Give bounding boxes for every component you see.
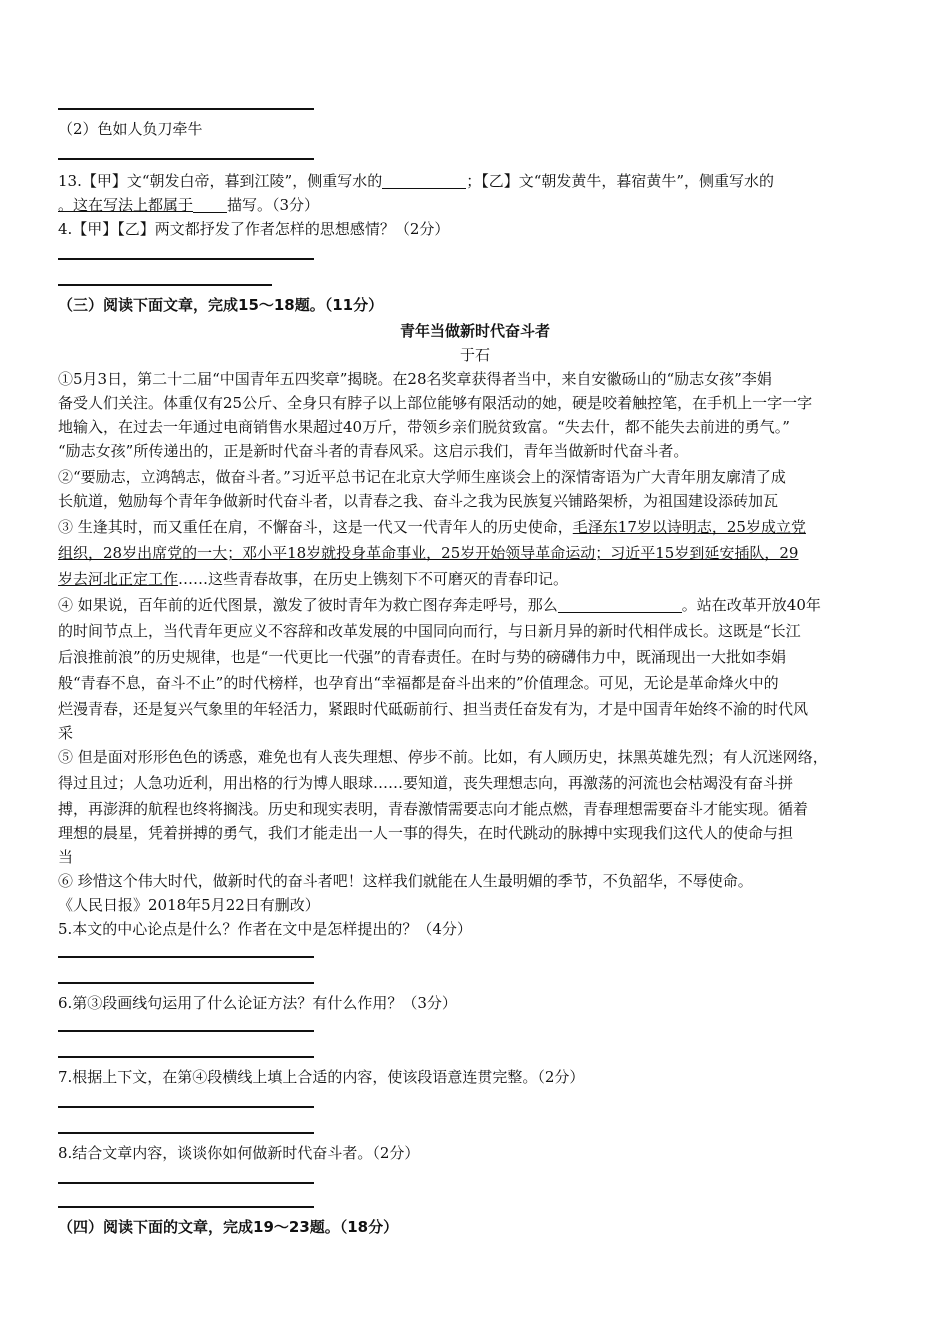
answer-line (58, 1030, 314, 1032)
paragraph-4-line: 般“青春不息，奋斗不止”的时代榜样，也孕育出“幸福都是奋斗出来的”价值理念。可见，无论是革命烽火中的 (58, 674, 779, 692)
paragraph-4-line: 烂漫青春，还是复兴气象里的年轻活力，紧跟时代砥砺前行、担当责任奋发有为，才是中国青年始终不渝的时代风 (58, 700, 809, 718)
article-author: 于石 (459, 346, 490, 364)
q13-text-1: 13.【甲】文“朝发白帝，暮到江陵”，侧重写水的 (58, 172, 383, 190)
paragraph-2-line: ②“要励志，立鸿鹄志，做奋斗者。”习近平总书记在北京大学师生座谈会上的深情寄语为广大青年朋友廓清了成 (58, 468, 786, 486)
question-13 (58, 170, 898, 192)
paragraph-2-line: 长航道，勉励每个青年争做新时代奋斗者，以青春之我、奋斗之我为民族复兴铺路架桥，为祖国建设添砖加瓦 (58, 492, 779, 510)
p3-plain: ③ 生逢其时，而又重任在肩，不懈奋斗，这是一代又一代青年人的历史使命， (58, 518, 573, 536)
p4-text: ④ 如果说，百年前的近代图景，激发了彼时青年为救亡图存奔走呼号，那么 (58, 596, 558, 614)
answer-line (58, 284, 272, 286)
paragraph-5-line: 搏，再澎湃的航程也终将搁浅。历史和现实表明，青春激情需要志向才能点燃，青春理想需要奋斗才能实现。循着 (58, 800, 809, 818)
question-7: 7.根据上下文，在第④段横线上填上合适的内容，使该段语意连贯完整。（2分） (58, 1068, 585, 1086)
paragraph-1-line: ①5月3日，第二十二届“中国青年五四奖章”揭晓。在28名奖章获得者当中，来自安徽砀山的“励志女孩”李娟 (58, 370, 772, 388)
paragraph-3-line (58, 516, 898, 538)
p3-underlined: 毛泽东17岁以诗明志，25岁成立党 (572, 518, 806, 536)
question-5: 5.本文的中心论点是什么？作者在文中是怎样提出的？（4分） (58, 920, 472, 938)
paragraph-6: ⑥ 珍惜这个伟大时代，做新时代的奋斗者吧！这样我们就能在人生最明媚的季节，不负韶华，不辱使命。 (58, 872, 753, 890)
paragraph-1-line: 备受人们关注。体重仅有25公斤、全身只有脖子以上部位能够有限活动的她，硬是咬着触控笔，在手机上一字一字 (58, 394, 813, 412)
paragraph-5-line: ⑤ 但是面对形形色色的诱惑，难免也有人丧失理想、停步不前。比如，有人顾历史，抹黑英雄先烈；有人沉迷网络， (58, 748, 828, 766)
q13-text-4: 描写。（3分） (227, 196, 320, 214)
section-4-heading: （四）阅读下面的文章，完成19～23题。（18分） (58, 1218, 399, 1236)
answer-line (58, 982, 314, 984)
answer-line (58, 1206, 314, 1208)
paragraph-4-line: 后浪推前浪”的历史规律，也是“一代更比一代强”的青春责任。在时与势的磅礴伟力中，既涌现出一大批如李娟 (58, 648, 787, 666)
article-source: 《人民日报》2018年5月22日有删改） (58, 896, 320, 914)
article-title: 青年当做新时代奋斗者 (399, 322, 550, 340)
answer-line (58, 1106, 314, 1108)
paragraph-5-line: 得过且过；人急功近利，用出格的行为博人眼球……要知道，丧失理想志向，再激荡的河流也会枯竭没有奋斗拼 (58, 774, 794, 792)
question-4: 4.【甲】【乙】两文都抒发了作者怎样的思想感情？（2分） (58, 220, 450, 238)
paragraph-5-line: 理想的晨星，凭着拼搏的勇气，我们才能走出一人一事的得失，在时代跳动的脉搏中实现我们这代人的使命与担 (58, 824, 794, 842)
fill-blank (382, 172, 466, 189)
answer-line (58, 158, 314, 160)
question-13-cont (58, 194, 898, 216)
fill-blank (558, 596, 682, 613)
section-3-heading: （三）阅读下面文章，完成15～18题。（11分） (58, 296, 384, 314)
fill-blank (193, 196, 227, 213)
answer-line (58, 956, 314, 958)
paragraph-1-line: “励志女孩”所传递出的，正是新时代奋斗者的青春风采。这启示我们，青年当做新时代奋斗者。 (58, 442, 689, 460)
paragraph-3-underlined-line: 组织，28岁出席党的一大；邓小平18岁就投身革命事业，25岁开始领导革命运动；习近平15岁到延安插队，29 (58, 544, 799, 562)
paragraph-3-line (58, 568, 898, 590)
q13-text-2: ；【乙】文“朝发黄牛，暮宿黄牛”，侧重写水的 (466, 172, 775, 190)
answer-line (58, 258, 314, 260)
q2-item: （2）色如人负刀牵牛 (58, 120, 203, 138)
p3-plain: ……这些青春故事，在历史上镌刻下不可磨灭的青春印记。 (178, 570, 569, 588)
paragraph-4-line (58, 594, 898, 616)
question-6: 6.第③段画线句运用了什么论证方法？有什么作用？（3分） (58, 994, 457, 1012)
q13-text-3: 。这在写法上都属于 (58, 196, 194, 214)
answer-line (58, 1182, 314, 1184)
p3-underlined: 岁去河北正定工作 (58, 570, 179, 588)
answer-line (58, 108, 314, 110)
question-8: 8.结合文章内容，谈谈你如何做新时代奋斗者。（2分） (58, 1144, 420, 1162)
p4-text: 。站在改革开放40年 (681, 596, 821, 614)
paragraph-4-line: 的时间节点上，当代青年更应义不容辞和改革发展的中国同向而行，与日新月异的新时代相伴成长。这既是“长江 (58, 622, 801, 640)
answer-line (58, 1132, 314, 1134)
paragraph-5-line: 当 (58, 848, 74, 866)
paragraph-4-line: 采 (58, 724, 74, 742)
paragraph-1-line: 地输入，在过去一年通过电商销售水果超过40万斤，带领乡亲们脱贫致富。“失去什，都不能失去前进的勇气。” (58, 418, 790, 436)
answer-line (58, 1056, 314, 1058)
